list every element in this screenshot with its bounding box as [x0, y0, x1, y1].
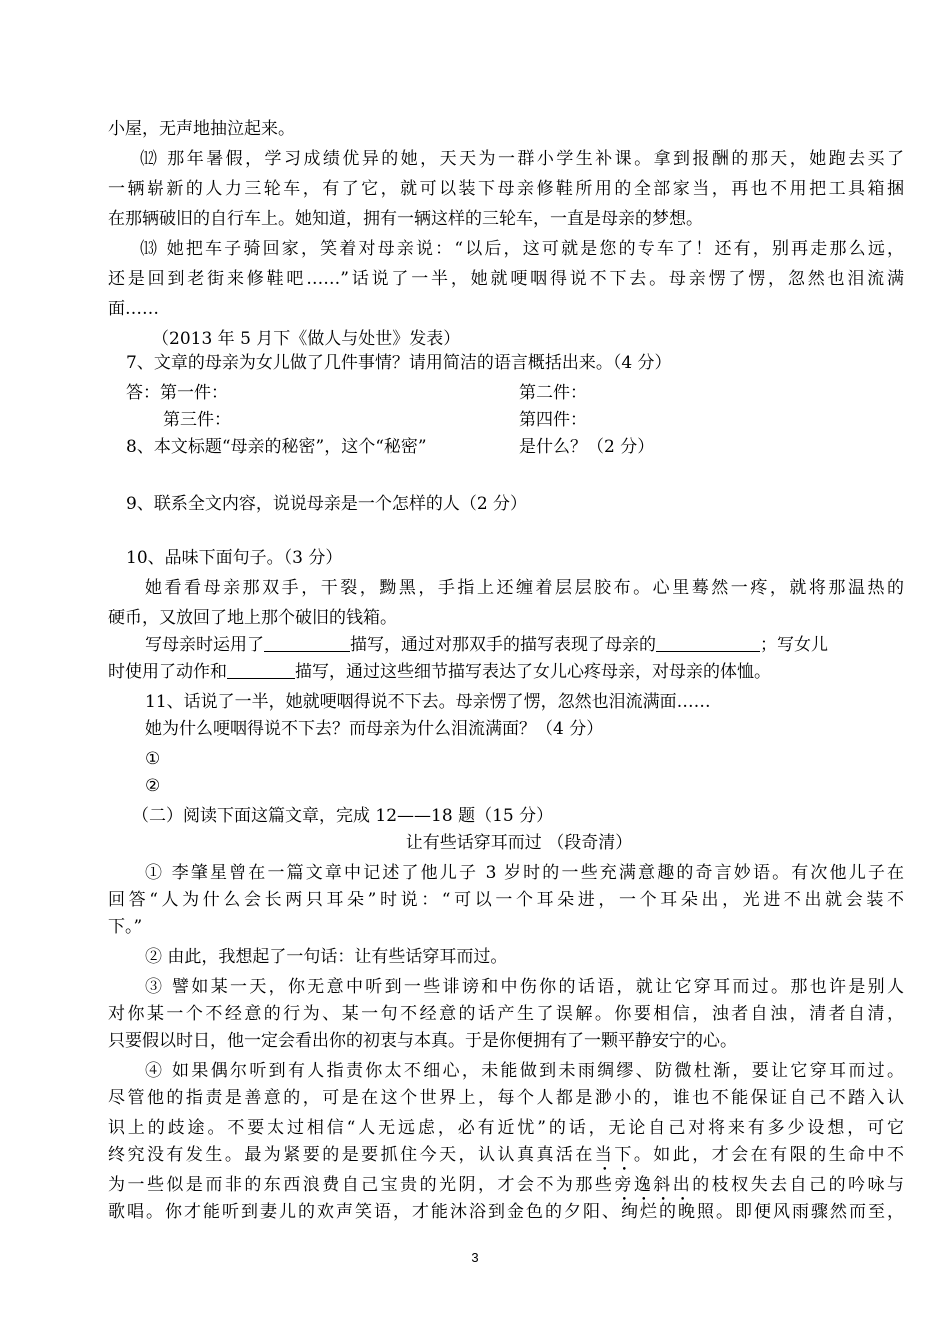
fill-blank-2[interactable] [656, 635, 760, 652]
emphasized-term: 旁逸斜出 [614, 1175, 693, 1195]
story-line: 小屋，无声地抽泣起来。 [108, 119, 295, 139]
answer-11-circle-1: ① [145, 749, 161, 769]
text-run: 终究没有发生。最为紧要的是要抓住今天，认认真真活在 [108, 1145, 595, 1165]
question-8-part-1: 8、本文标题“母亲的秘密”，这个“秘密” [126, 437, 427, 457]
article-paragraph-2: ② 由此，我想起了一句话：让有些话穿耳而过。 [145, 947, 508, 967]
story-paragraph-12-line: 在那辆破旧的自行车上。她知道，拥有一辆这样的三轮车，一直是母亲的梦想。 [108, 209, 703, 229]
answer-7-fourth: 第四件： [519, 410, 587, 430]
fill-text: ；写女儿 [760, 635, 828, 655]
article-paragraph-4-line: 识上的歧途。不要太过相信“人无远虑，必有近忧”的话，无论自己对将来有多少设想，可它 [108, 1118, 904, 1138]
story-paragraph-13-line: ⒀ 她把车子骑回家，笑着对母亲说：“以后，这可就是您的专车了！还有，别再走那么远， [140, 239, 904, 259]
answer-7-second: 第二件： [519, 383, 587, 403]
answer-7-first: 答：第一件： [126, 383, 228, 403]
question-8-part-2: 是什么？（2 分） [519, 437, 655, 457]
answer-7-third: 第三件： [163, 410, 231, 430]
story-paragraph-12-line: ⑿ 那年暑假，学习成绩优异的她，天天为一群小学生补课。拿到报酬的那天，她跑去买了 [140, 149, 904, 169]
article-paragraph-3-line: 对你某一个不经意的行为、某一句不经意的话产生了误解。你要相信，浊者自浊，清者自清， [108, 1004, 904, 1024]
text-run: 为一些似是而非的东西浪费自己宝贵的光阴，才会不为那些 [108, 1175, 615, 1195]
section-2-intro: （二）阅读下面这篇文章，完成 12——18 题（15 分） [132, 806, 554, 826]
question-10: 10、品味下面句子。（3 分） [126, 548, 343, 568]
page-number: 3 [471, 1250, 479, 1265]
question-10-fill-line-2 [108, 660, 771, 684]
story-paragraph-12-line: 一辆崭新的人力三轮车，有了它，就可以装下母亲修鞋所用的全部家当，再也不用把工具箱捆 [108, 179, 904, 199]
article-title: 让有些话穿耳而过 （段奇清） [405, 833, 633, 853]
fill-text: 描写，通过这些细节描写表达了女儿心疼母亲，对母亲的体恤。 [295, 662, 771, 682]
article-paragraph-4-line: 歌唱。你才能听到妻儿的欢声笑语，才能沐浴到金色的夕阳、绚烂的晚照。即便风雨骤然而至， [108, 1202, 904, 1222]
question-10-sentence: 硬币，又放回了地上那个破旧的钱箱。 [108, 608, 397, 628]
question-9: 9、联系全文内容，说说母亲是一个怎样的人（2 分） [126, 494, 528, 514]
story-paragraph-13-line: 还是回到老街来修鞋吧……”话说了一半，她就哽咽得说不下去。母亲愣了愣，忽然也泪流满 [108, 269, 904, 289]
article-paragraph-1-line: ① 李肇星曾在一篇文章中记述了他儿子 3 岁时的一些充满意趣的奇言妙语。有次他儿子在 [145, 863, 904, 883]
fill-blank-3[interactable] [227, 662, 295, 679]
story-paragraph-13-line: 面…… [108, 299, 159, 319]
story-source: （2013 年 5 月下《做人与处世》发表） [152, 329, 461, 349]
fill-blank-1[interactable] [264, 635, 350, 652]
question-10-sentence: 她看看母亲那双手，干裂，黝黑，手指上还缠着层层胶布。心里蓦然一疼，就将那温热的 [145, 578, 904, 598]
question-11-ask: 她为什么哽咽得说不下去？而母亲为什么泪流满面？（4 分） [145, 719, 604, 739]
answer-11-circle-2: ② [145, 776, 161, 796]
text-run: 。如此，才会在有限的生命中不 [633, 1145, 905, 1165]
fill-text: 写母亲时运用了 [145, 635, 264, 655]
fill-text: 描写，通过对那双手的描写表现了母亲的 [350, 635, 656, 655]
article-paragraph-3-line: 只要假以时日，他一定会看出你的初衷与本真。于是你便拥有了一颗平静安宁的心。 [108, 1031, 737, 1051]
question-11: 11、话说了一半，她就哽咽得说不下去。母亲愣了愣，忽然也泪流满面…… [145, 692, 711, 712]
article-paragraph-4-line [108, 1143, 904, 1175]
emphasized-term: 当下 [594, 1145, 634, 1165]
article-paragraph-1-line: 下。” [108, 917, 143, 937]
article-paragraph-1-line: 回答“人为什么会长两只耳朵”时说：“可以一个耳朵进，一个耳朵出，光进不出就会装不 [108, 890, 904, 910]
article-paragraph-4-line: 尽管他的指责是善意的，可是在这个世界上，每个人都是渺小的，谁也不能保证自己不踏入认 [108, 1088, 904, 1108]
article-paragraph-4-line: ④ 如果偶尔听到有人指责你太不细心，未能做到未雨绸缪、防微杜渐，要让它穿耳而过。 [145, 1061, 904, 1081]
text-run: 的枝杈失去自己的吟咏与 [692, 1175, 905, 1195]
article-paragraph-3-line: ③ 譬如某一天，你无意中听到一些诽谤和中伤你的话语，就让它穿耳而过。那也许是别人 [145, 977, 904, 997]
question-10-fill-line-1 [145, 633, 828, 657]
fill-text: 时使用了动作和 [108, 662, 227, 682]
question-7: 7、文章的母亲为女儿做了几件事情？请用简洁的语言概括出来。（4 分） [126, 353, 672, 373]
